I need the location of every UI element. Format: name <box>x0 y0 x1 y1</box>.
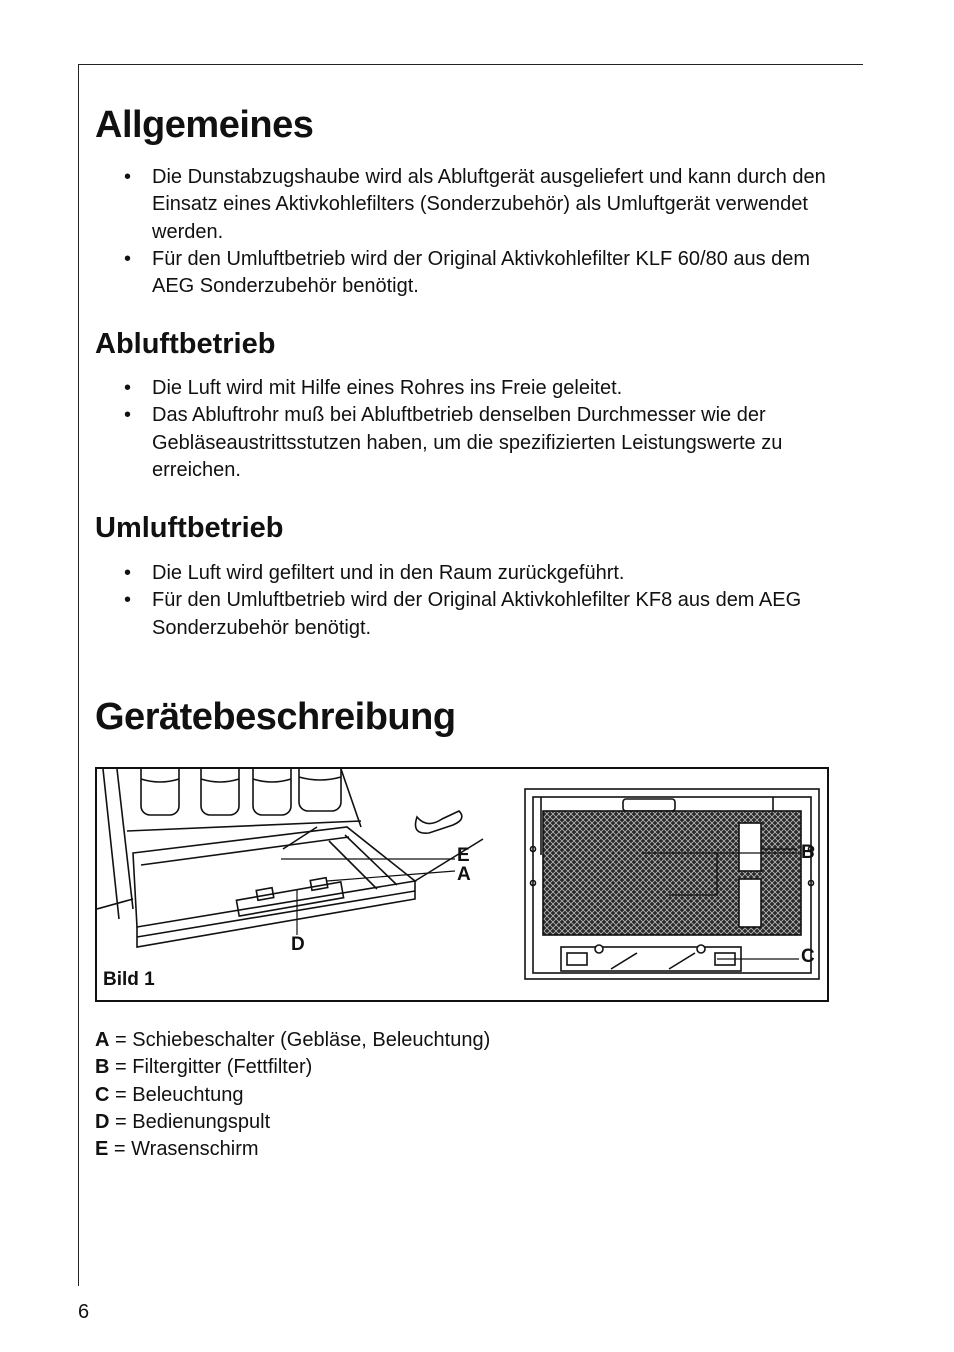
list-item: • Für den Umluftbetrieb wird der Original Aktivkohlefilter KF8 aus dem AEG Sonderzubehör benötigt. <box>124 587 844 642</box>
label-d: D <box>291 934 305 955</box>
heading-geraetebeschreibung: Gerätebeschreibung <box>95 696 456 738</box>
legend-text: = Bedienungspult <box>109 1110 271 1133</box>
list-item: • Die Luft wird gefiltert und in den Raum zurückgeführt. <box>124 560 844 587</box>
legend-item <box>95 1027 490 1054</box>
list-item: • Für den Umluftbetrieb wird der Original Aktivkohlefilter KLF 60/80 aus dem AEG Sonderzubehör benötigt. <box>124 246 844 301</box>
list-item: • Die Luft wird mit Hilfe eines Rohres ins Freie geleitet. <box>124 375 844 402</box>
list-item: • Die Dunstabzugshaube wird als Abluftgerät ausgeliefert und kann durch den Einsatz eines Aktivkohlefilters (Sonderzubehör) als Umluftgerät verwendet werden. <box>124 164 844 246</box>
list-abluftbetrieb <box>124 375 844 484</box>
label-a: A <box>457 864 471 885</box>
legend-item <box>95 1109 490 1136</box>
legend-key: A <box>95 1029 110 1051</box>
legend-key: B <box>95 1056 110 1079</box>
legend-text: = Schiebeschalter (Gebläse, Beleuchtung) <box>109 1029 491 1051</box>
label-e: E <box>457 845 470 866</box>
figure-bild-1 <box>95 767 829 1002</box>
label-c: C <box>801 946 815 967</box>
heading-umluftbetrieb: Umluftbetrieb <box>95 512 284 544</box>
legend-text: = Beleuchtung <box>109 1083 244 1106</box>
label-b: B <box>801 842 815 863</box>
legend-text: = Filtergitter (Fettfilter) <box>109 1056 313 1079</box>
legend-key: E <box>95 1138 109 1161</box>
top-rule <box>78 64 863 65</box>
left-rule <box>78 64 79 1286</box>
list-allgemeines <box>124 164 844 300</box>
legend-item <box>95 1136 490 1163</box>
list-umluftbetrieb <box>124 560 844 642</box>
legend-list <box>95 1027 490 1163</box>
legend-key: D <box>95 1110 110 1133</box>
list-item: • Das Abluftrohr muß bei Abluftbetrieb denselben Durchmesser wie der Gebläseaustrittsstutzen haben, um die spezifizierten Leistungswerte zu erreichen. <box>124 402 844 484</box>
legend-text: = Wrasenschirm <box>108 1138 259 1161</box>
heading-abluftbetrieb: Abluftbetrieb <box>95 328 276 360</box>
figure-caption: Bild 1 <box>103 969 155 990</box>
heading-allgemeines: Allgemeines <box>95 104 314 146</box>
legend-item <box>95 1082 490 1109</box>
page-number: 6 <box>78 1301 90 1323</box>
legend-item <box>95 1054 490 1081</box>
legend-key: C <box>95 1083 110 1106</box>
